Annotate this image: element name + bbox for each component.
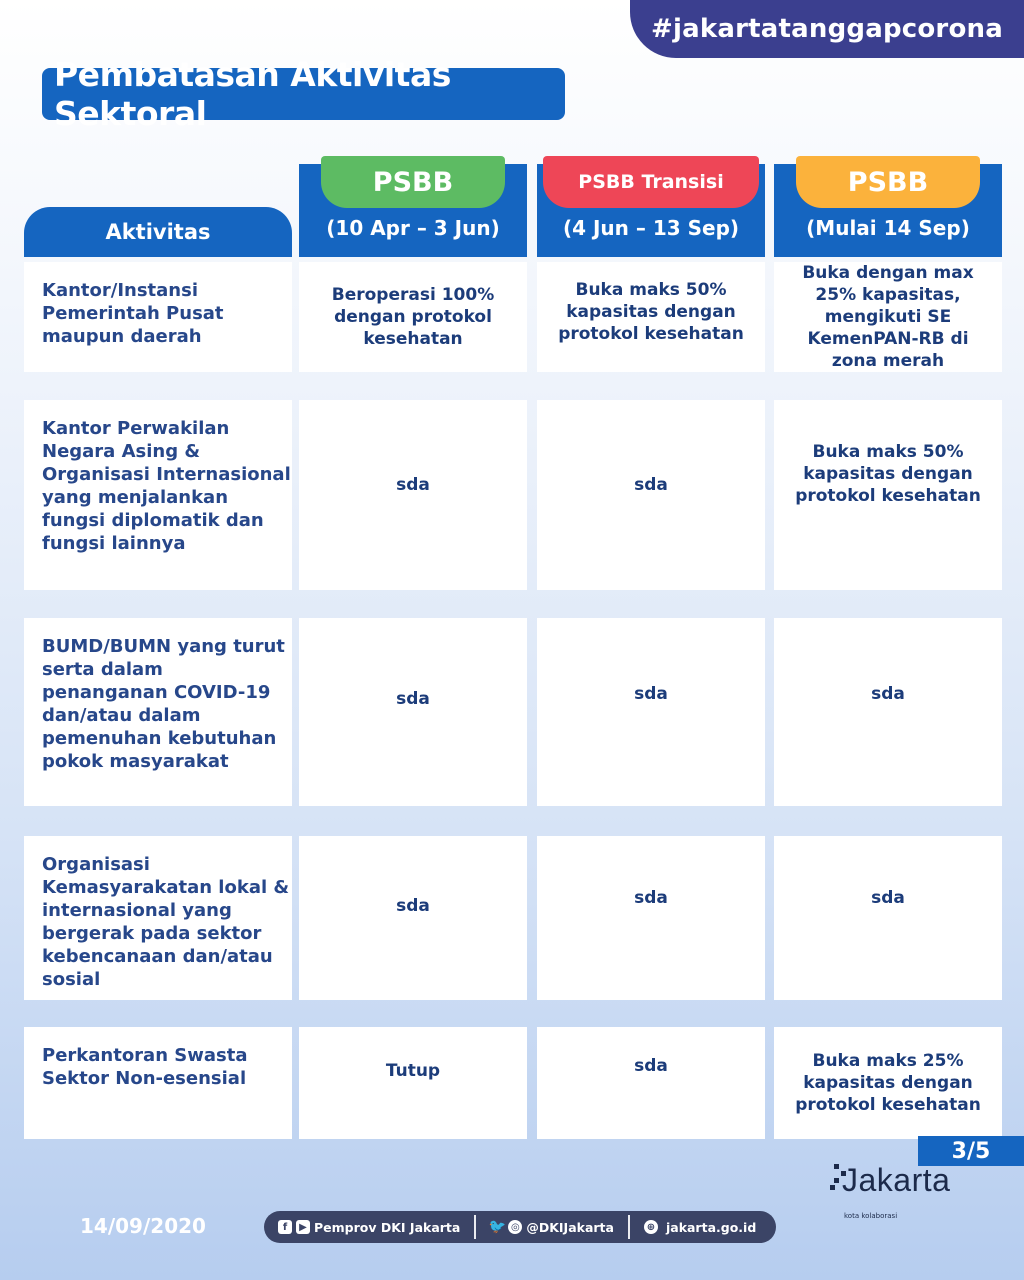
footer-website-label: jakarta.go.id	[665, 1219, 757, 1235]
logo-word: Jakarta	[842, 1162, 951, 1198]
row-4-psbb-new: sda	[774, 836, 1002, 1000]
twitter-icon: 🐦	[488, 1219, 507, 1235]
row-2-psbb-transisi: sda	[537, 400, 765, 590]
footer-website[interactable]	[644, 1220, 756, 1235]
psbb-dates: (10 Apr – 3 Jun)	[326, 216, 500, 240]
footer-divider	[628, 1215, 630, 1239]
row-4-psbb-transisi: sda	[537, 836, 765, 1000]
footer-twitter-label: @DKIJakarta	[526, 1219, 614, 1235]
publish-date: 14/09/2020	[80, 1214, 206, 1238]
row-5-psbb-transisi: sda	[537, 1027, 765, 1139]
row-3-psbb: sda	[299, 618, 527, 806]
logo-tagline: kota kolaborasi	[844, 1212, 898, 1220]
page-number: 3/5	[918, 1136, 1024, 1166]
row-1-activity: Kantor/Instansi Pemerintah Pusat maupun daerah	[24, 262, 292, 372]
psbb-new-tab: PSBB	[796, 156, 980, 208]
row-5-psbb: Tutup	[299, 1027, 527, 1139]
row-5-psbb-new: Buka maks 25% kapasitas dengan protokol kesehatan	[774, 1027, 1002, 1139]
footer-facebook-label: Pemprov DKI Jakarta	[314, 1219, 461, 1235]
row-2-psbb-new: Buka maks 50% kapasitas dengan protokol kesehatan	[774, 400, 1002, 590]
page-title: Pembatasan Aktivitas Sektoral	[42, 68, 565, 120]
social-footer	[264, 1211, 776, 1243]
row-3-psbb-transisi: sda	[537, 618, 765, 806]
header-psbb	[299, 164, 527, 257]
globe-icon: ⊕	[644, 1220, 658, 1234]
row-2-activity: Kantor Perwakilan Negara Asing & Organisasi Internasional yang menjalankan fungsi diplomatik dan fungsi lainnya	[24, 400, 292, 590]
instagram-icon: ◎	[508, 1220, 522, 1234]
row-4-activity: Organisasi Kemasyarakatan lokal & internasional yang bergerak pada sektor kebencanaan dan/atau sosial	[24, 836, 292, 1000]
row-1-psbb-new: Buka dengan max 25% kapasitas, mengikuti SE KemenPAN-RB di zona merah	[774, 262, 1002, 372]
psbb-transisi-dates: (4 Jun – 13 Sep)	[562, 216, 740, 240]
row-3-psbb-new: sda	[774, 618, 1002, 806]
row-1-psbb: Beroperasi 100% dengan protokol kesehatan	[299, 262, 527, 372]
row-5-activity: Perkantoran Swasta Sektor Non-esensial	[24, 1027, 292, 1139]
footer-facebook-youtube[interactable]	[278, 1220, 460, 1235]
psbb-transisi-tab: PSBB Transisi	[543, 156, 759, 208]
row-3-activity: BUMD/BUMN yang turut serta dalam penanganan COVID-19 dan/atau dalam pemenuhan kebutuhan pokok masyarakat	[24, 618, 292, 806]
facebook-icon: f	[278, 1220, 292, 1234]
header-psbb-new	[774, 164, 1002, 257]
youtube-icon: ▶	[296, 1220, 310, 1234]
row-2-psbb: sda	[299, 400, 527, 590]
hashtag-banner: #jakartatanggapcorona	[630, 0, 1024, 58]
psbb-new-dates: (Mulai 14 Sep)	[806, 216, 970, 240]
row-4-psbb: sda	[299, 836, 527, 1000]
footer-twitter-instagram[interactable]	[490, 1220, 614, 1235]
header-psbb-transisi	[537, 164, 765, 257]
row-1-psbb-transisi: Buka maks 50% kapasitas dengan protokol kesehatan	[537, 262, 765, 372]
psbb-tab: PSBB	[321, 156, 505, 208]
jakarta-logo	[830, 1162, 990, 1222]
header-activity: Aktivitas	[24, 207, 292, 257]
footer-divider	[474, 1215, 476, 1239]
